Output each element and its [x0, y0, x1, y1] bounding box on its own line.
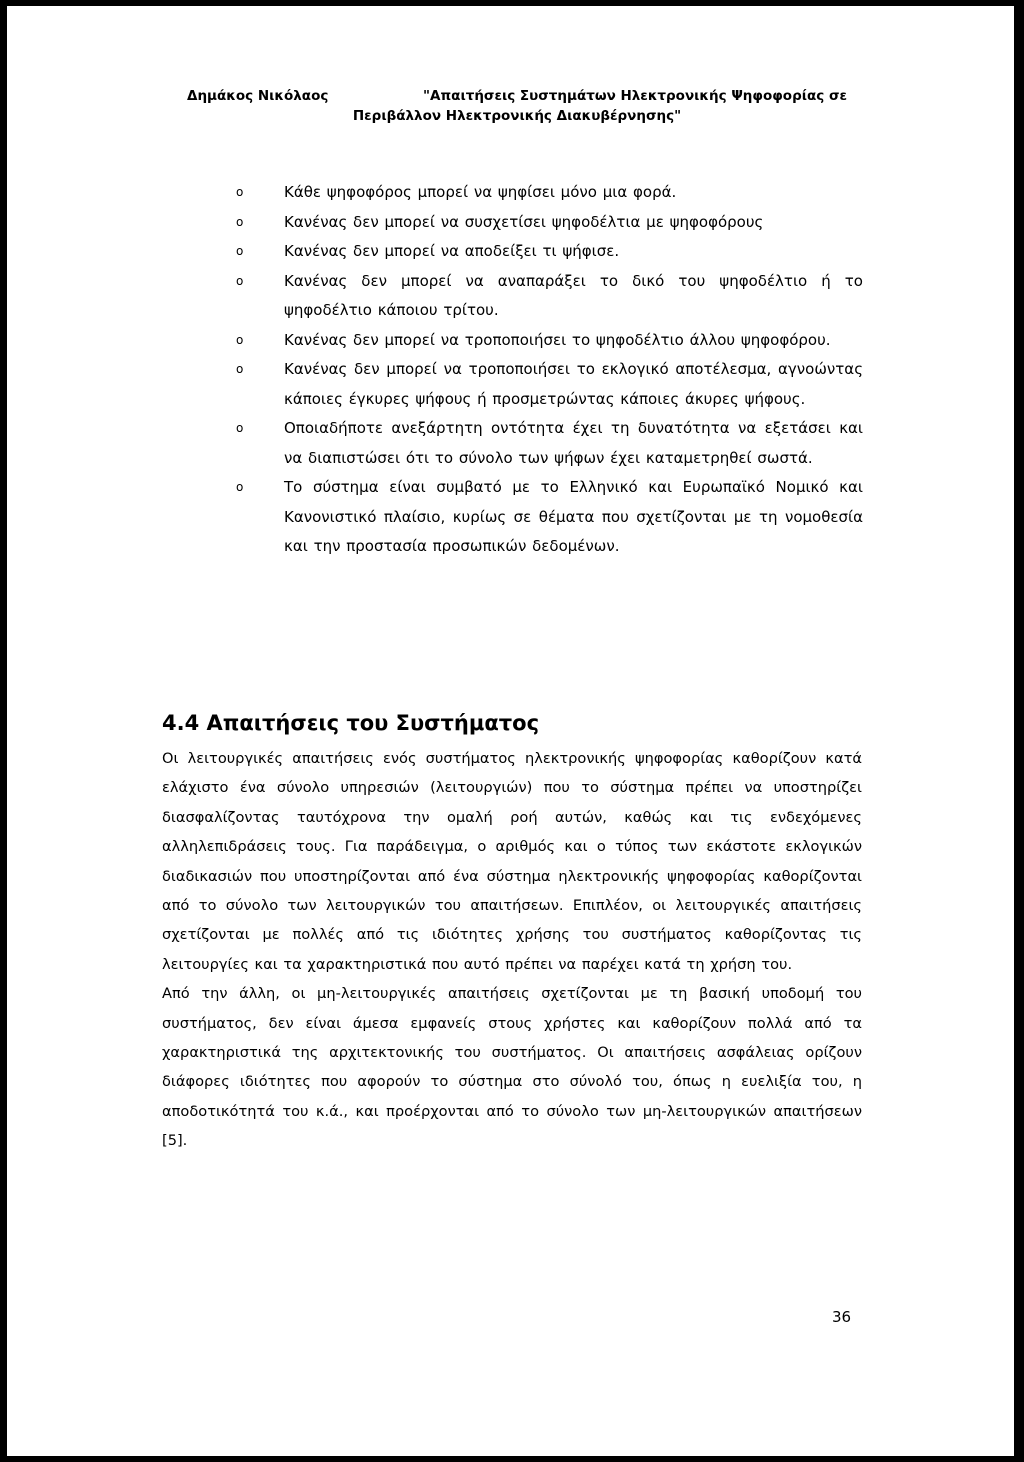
list-item [163, 237, 863, 267]
document-page [7, 6, 1014, 1456]
bullet-marker: o [236, 480, 244, 494]
list-item-text: Το σύστημα είναι συμβατό με το Ελληνικό και Ευρωπαϊκό Νομικό και Κανονιστικό πλαίσιο, κυρίως σε θέματα που σχετίζονται με τη νομοθεσία και την προστασία προσωπικών δεδομένων. [284, 478, 863, 555]
list-item [163, 473, 863, 562]
list-item [163, 326, 863, 356]
list-item [163, 208, 863, 238]
bullet-marker: o [236, 244, 244, 258]
header-title-line1: "Απαιτήσεις Συστημάτων Ηλεκτρονικής Ψηφοφορίας σε [423, 88, 847, 104]
section-body [162, 744, 862, 1156]
bullet-marker: o [236, 185, 244, 199]
bullet-marker: o [236, 273, 244, 288]
page-number: 36 [832, 1308, 852, 1326]
paragraph: Οι λειτουργικές απαιτήσεις ενός συστήματος ηλεκτρονικής ψηφοφορίας καθορίζουν κατά ελάχιστο ένα σύνολο υπηρεσιών (λειτουργιών) που το σύστημα πρέπει να υποστηρίζει διασφαλίζοντας ταυτόχρονα την ομαλή ροή αυτών, καθώς και τις ενδεχόμενες αλληλεπιδράσεις τους. Για παράδειγμα, ο αριθμός και ο τύπος των εκάστοτε εκλογικών διαδικασιών που υποστηρίζονται από ένα σύστημα ηλεκτρονικής ψηφοφορίας καθορίζονται από το σύνολο των λειτουργικών του απαιτήσεων. Επιπλέον, οι λειτουργικές απαιτήσεις σχετίζονται με πολλές από τις ιδιότητες χρήσης του συστήματος καθορίζοντας τις λειτουργίες και τα χαρακτηριστικά που αυτό πρέπει να παρέχει κατά τη χρήση του. [162, 750, 862, 973]
bullet-marker: o [236, 332, 244, 347]
list-item-text: Κάθε ψηφοφόρος μπορεί να ψηφίσει μόνο μια φορά. [284, 183, 677, 201]
section-title: 4.4 Απαιτήσεις του Συστήματος [162, 711, 540, 735]
list-item-text: Κανένας δεν μπορεί να τροποποιήσει το ψηφοδέλτιο άλλου ψηφοφόρου. [284, 330, 831, 349]
list-item [163, 355, 863, 414]
bullet-marker: o [236, 362, 244, 376]
list-item-text: Κανένας δεν μπορεί να αναπαράξει το δικό του ψηφοδέλτιο ή το ψηφοδέλτιο κάποιου τρίτου. [284, 271, 863, 319]
list-item-text: Κανένας δεν μπορεί να αποδείξει τι ψήφισε. [284, 242, 620, 260]
bullet-marker: o [236, 421, 244, 435]
header-title-line2: Περιβάλλον Ηλεκτρονικής Διακυβέρνησης" [352, 108, 682, 124]
paragraph: Από την άλλη, οι μη-λειτουργικές απαιτήσεις σχετίζονται με τη βασική υποδομή του συστήματος, δεν είναι άμεσα εμφανείς στους χρήστες και καθορίζουν πολλά από τα χαρακτηριστικά της αρχιτεκτονικής του συστήματος. Οι απαιτήσεις ασφάλειας ορίζουν διάφορες ιδιότητες που αφορούν το σύστημα στο σύνολό του, όπως η ευελιξία του, η αποδοτικότητά του κ.ά., και προέρχονται από το σύνολο των μη-λειτουργικών απαιτήσεων [5]. [162, 985, 862, 1150]
list-item [163, 267, 863, 326]
list-item-text: Κανένας δεν μπορεί να συσχετίσει ψηφοδέλτια με ψηφοφόρους [284, 212, 764, 231]
running-header [187, 86, 847, 126]
list-item [163, 414, 863, 473]
list-item [163, 178, 863, 208]
bullet-marker: o [236, 214, 244, 229]
list-item-text: Οποιαδήποτε ανεξάρτητη οντότητα έχει τη δυνατότητα να εξετάσει και να διαπιστώσει ότι το σύνολο των ψήφων έχει καταμετρηθεί σωστά. [284, 419, 863, 467]
list-item-text: Κανένας δεν μπορεί να τροποποιήσει το εκλογικό αποτέλεσμα, αγνοώντας κάποιες έγκυρες ψήφους ή προσμετρώντας κάποιες άκυρες ψήφους. [284, 360, 863, 408]
bullet-list [163, 178, 863, 562]
header-author: Δημάκος Νικόλαος [187, 88, 329, 104]
